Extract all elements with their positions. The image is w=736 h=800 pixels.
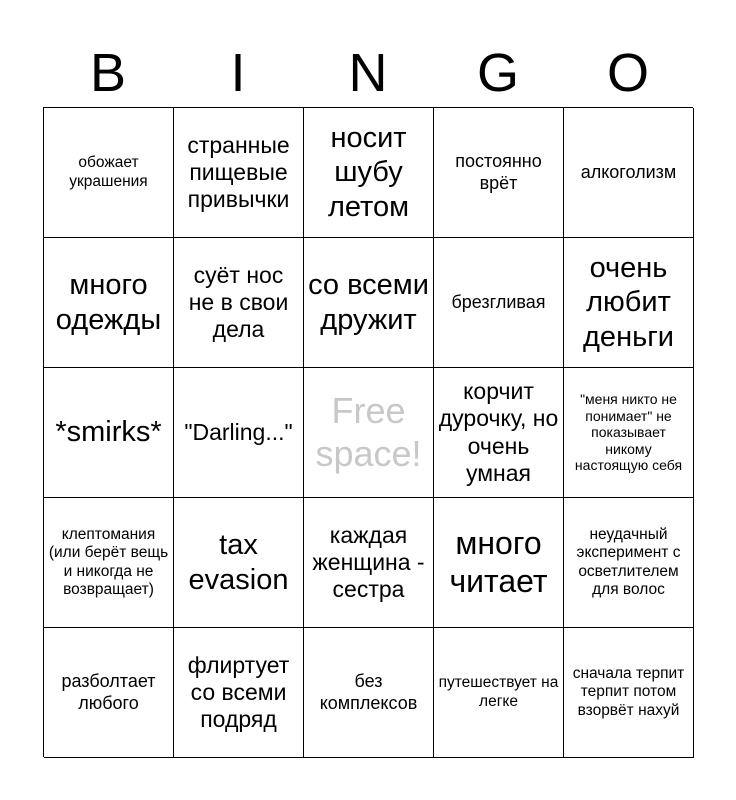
bingo-cell-1-5[interactable] <box>564 108 694 238</box>
cell-label: носит шубу летом <box>327 122 410 223</box>
cell-label: сначала терпит терпит потом взорвёт нахуй <box>572 665 685 719</box>
cell-label: много одежды <box>55 269 162 336</box>
bingo-cell-2-1[interactable] <box>44 238 174 368</box>
bingo-cell-4-1[interactable] <box>44 498 174 628</box>
free-space-cell[interactable] <box>304 368 434 498</box>
cell-label: без комплексов <box>319 671 418 713</box>
cell-label: корчит дурочку, но очень умная <box>438 378 559 486</box>
header-letter-g: G <box>476 43 519 103</box>
bingo-cell-1-2[interactable] <box>174 108 304 238</box>
cell-label: клептомания (или берёт вещь и никогда не возвращает) <box>48 525 169 598</box>
bingo-cell-4-3[interactable] <box>304 498 434 628</box>
bingo-cell-2-3[interactable] <box>304 238 434 368</box>
bingo-cell-4-5[interactable] <box>564 498 694 628</box>
cell-label: флиртует со всеми подряд <box>187 651 290 733</box>
bingo-cell-3-2[interactable] <box>174 368 304 498</box>
cell-label: брезгливая <box>451 291 546 312</box>
cell-label: очень любит деньги <box>583 252 674 353</box>
bingo-cell-5-1[interactable] <box>44 628 174 758</box>
cell-label: много читает <box>449 524 548 599</box>
bingo-cell-4-2[interactable] <box>174 498 304 628</box>
header-letter-b: B <box>89 43 127 103</box>
bingo-cell-5-3[interactable] <box>304 628 434 758</box>
bingo-cell-3-4[interactable] <box>434 368 564 498</box>
bingo-cell-5-4[interactable] <box>434 628 564 758</box>
cell-label: странные пищевые привычки <box>187 131 290 213</box>
cell-label: постоянно врёт <box>455 151 542 193</box>
bingo-cell-1-4[interactable] <box>434 108 564 238</box>
cell-label: tax evasion <box>188 529 289 596</box>
bingo-cell-5-5[interactable] <box>564 628 694 758</box>
cell-label: неудачный эксперимент с осветлителем для волос <box>576 525 681 598</box>
header-letter-i: I <box>230 43 246 103</box>
bingo-header <box>43 40 693 106</box>
cell-label: путешествует на легке <box>438 674 559 710</box>
cell-label: со всеми дружит <box>308 269 429 336</box>
cell-label: каждая женщина - сестра <box>312 521 425 603</box>
bingo-card <box>43 107 693 757</box>
bingo-cell-3-1[interactable] <box>44 368 174 498</box>
cell-label: разболтает любого <box>61 671 156 713</box>
bingo-cell-1-3[interactable] <box>304 108 434 238</box>
bingo-cell-1-1[interactable] <box>44 108 174 238</box>
cell-label: суёт нос не в свои дела <box>188 261 289 343</box>
bingo-cell-2-5[interactable] <box>564 238 694 368</box>
bingo-cell-5-2[interactable] <box>174 628 304 758</box>
bingo-cell-2-4[interactable] <box>434 238 564 368</box>
free-space-label: Free space! <box>315 390 422 474</box>
cell-label: "Darling..." <box>184 418 293 445</box>
header-letter-o: O <box>606 43 649 103</box>
cell-label: "меня никто не понимает" не показывает никому настоящую себя <box>574 391 683 474</box>
cell-label: алкоголизм <box>580 161 677 182</box>
header-letter-n: N <box>348 43 388 103</box>
cell-label: обожает украшения <box>69 154 148 190</box>
bingo-cell-4-4[interactable] <box>434 498 564 628</box>
bingo-cell-3-5[interactable] <box>564 368 694 498</box>
bingo-cell-2-2[interactable] <box>174 238 304 368</box>
cell-label: *smirks* <box>55 416 162 449</box>
